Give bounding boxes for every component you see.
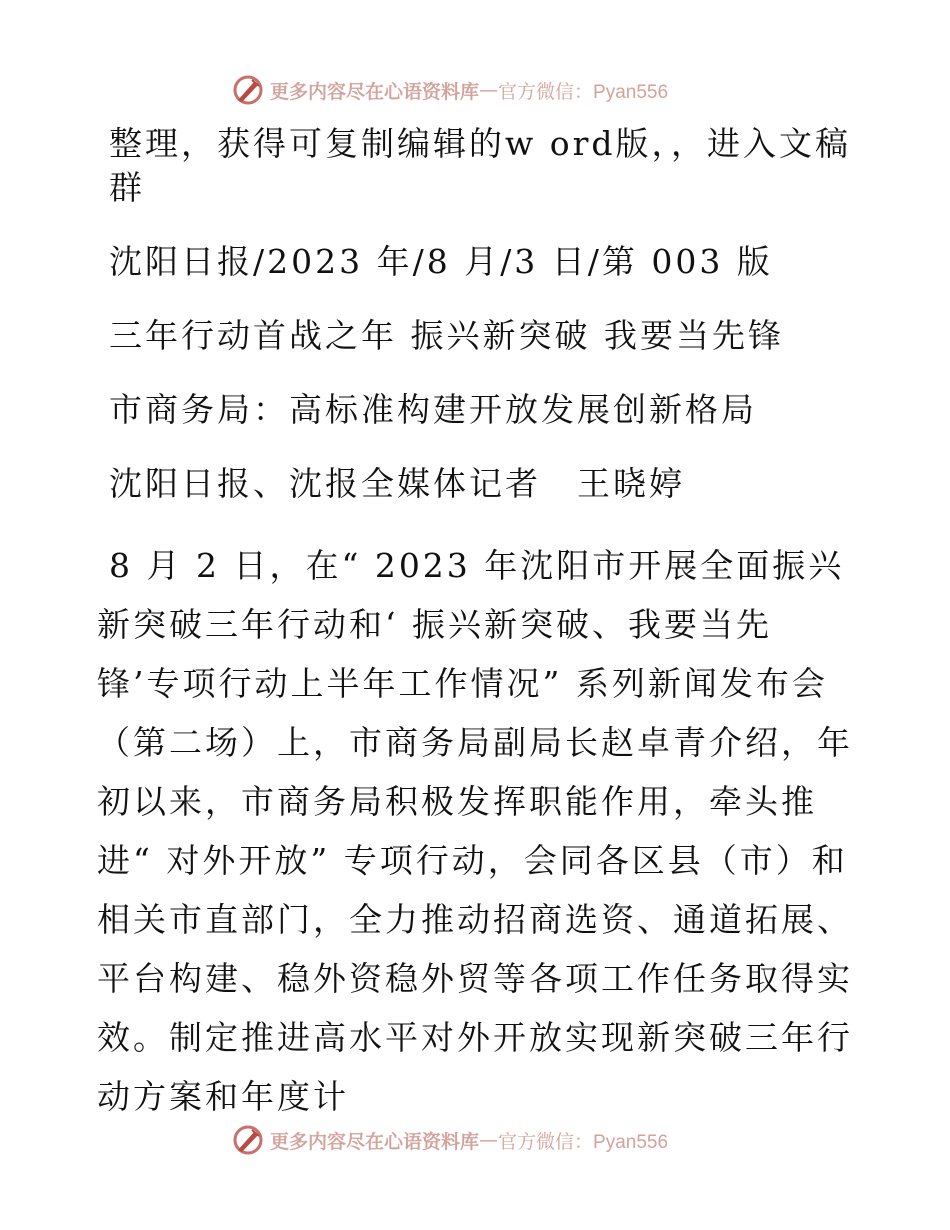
article-body [97,536,857,1126]
source-line: 沈阳日报/2023 年/8 月/3 日/第 003 版 [109,242,773,281]
watermark-text: 更多内容尽在心语资料库 [270,1130,480,1153]
byline: 沈阳日报、沈报全媒体记者 王晓婷 [109,464,685,503]
pen-circle-logo-icon [232,1124,264,1156]
document-content [97,122,857,1126]
pen-circle-logo-icon [232,74,264,106]
watermark-dash: — [479,1129,499,1151]
watermark-footer [232,1123,732,1157]
intro-paragraph: 整理，获得可复制编辑的w ord版，，进入文稿群 [109,124,852,207]
column-heading: 三年行动首战之年 振兴新突破 我要当先锋 [109,316,784,355]
watermark-header [232,73,732,107]
watermark-account: 官方微信：Pyan556 [498,1131,669,1153]
watermark-dash: — [479,79,499,101]
watermark-account: 官方微信：Pyan556 [498,81,669,103]
article-title: 市商务局：高标准构建开放发展创新格局 [109,390,757,429]
article-body-text: 8 月 2 日，在“ 2023 年沈阳市开展全面振兴新突破三年行动和‘ 振兴新突破、我要当先锋’专项行动上半年工作情况” 系列新闻发布会（第二场）上，市商务局副局长赵卓青介绍，年初以来，市商务局积极发挥职能作用，牵头推进“ 对外开放” 专项行动，会同各区县（市）和相关市直部门，全力推动招商选资、通道拓展、平台构建、稳外资稳外贸等各项工作任务取得实效。制定推进高水平对外开放实现新突破三年行动方案和年度计 [97,546,853,1116]
watermark-text: 更多内容尽在心语资料库 [270,80,480,103]
